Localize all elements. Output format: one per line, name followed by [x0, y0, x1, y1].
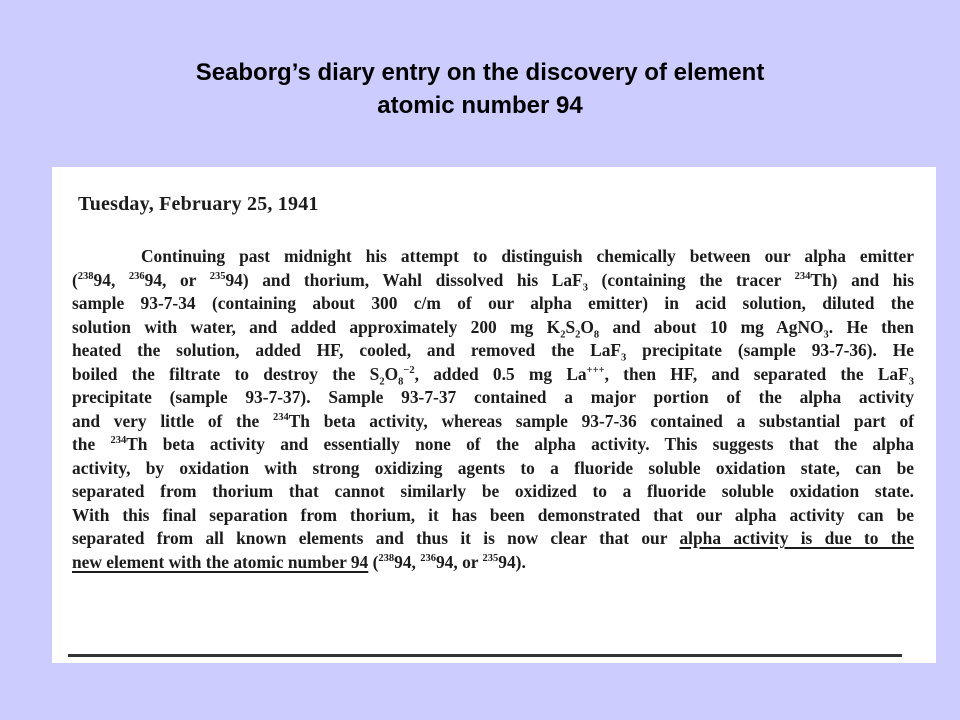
slide-title	[60, 56, 900, 122]
diary-body	[72, 245, 914, 574]
end-of-entry-rule	[68, 654, 902, 657]
diary-date: Tuesday, February 25, 1941	[78, 193, 319, 215]
underlined-conclusion-part-2: new element with the atomic number 94	[72, 551, 369, 572]
diary-scan	[52, 167, 936, 663]
diary-line: and very little of the $^{234}$Th beta activity, whereas sample 93-7-36 contained a substantial part of	[72, 410, 914, 431]
diary-line: With this final separation from thorium, it has been demonstrated that our alpha activity can be	[72, 504, 914, 525]
diary-line: heated the solution, added HF, cooled, and removed the LaF$_3$ precipitate (sample 93-7-36). He	[72, 340, 914, 364]
underlined-conclusion-part-1: alpha activity is due to the	[679, 528, 914, 548]
slide-title-line-2: atomic number 94	[377, 92, 583, 119]
diary-line: activity, by oxidation with strong oxidizing agents to a fluoride soluble oxidation state, can be	[72, 457, 914, 478]
diary-line: ($^{238}$94, $^{236}$94, or $^{235}$94) and thorium, Wahl dissolved his LaF$_3$ (containing the tracer $^{234}$Th) and his	[72, 269, 914, 293]
diary-line: solution with water, and added approximately 200 mg $K_2S_2O_8$ and about 10 mg AgNO$_3$. He then	[72, 316, 914, 340]
diary-line: new element with the atomic number 94 ($^{238}$94, $^{236}$94, or $^{235}$94).	[72, 551, 526, 572]
diary-line: precipitate (sample 93-7-37). Sample 93-7-37 contained a major portion of the alpha activity	[72, 387, 914, 407]
diary-line: separated from thorium that cannot similarly be oxidized to a fluoride soluble oxidation state.	[72, 481, 914, 501]
slide-title-line-1: Seaborg’s diary entry on the discovery of element	[195, 59, 765, 86]
diary-line: separated from all known elements and thus it is now clear that our alpha activity is due to the	[72, 528, 914, 548]
diary-line: the $^{234}$Th beta activity and essentially none of the alpha activity. This suggests that the alpha	[72, 434, 914, 454]
diary-line: sample 93-7-34 (containing about 300 c/m of our alpha emitter) in acid solution, diluted the	[72, 293, 914, 313]
diary-line: boiled the filtrate to destroy the $S_2O_8^{-2}$, added 0.5 mg La+++, then HF, and separated the LaF$_3$	[72, 363, 914, 387]
diary-line: Continuing past midnight his attempt to distinguish chemically between our alpha emitter	[141, 246, 914, 266]
